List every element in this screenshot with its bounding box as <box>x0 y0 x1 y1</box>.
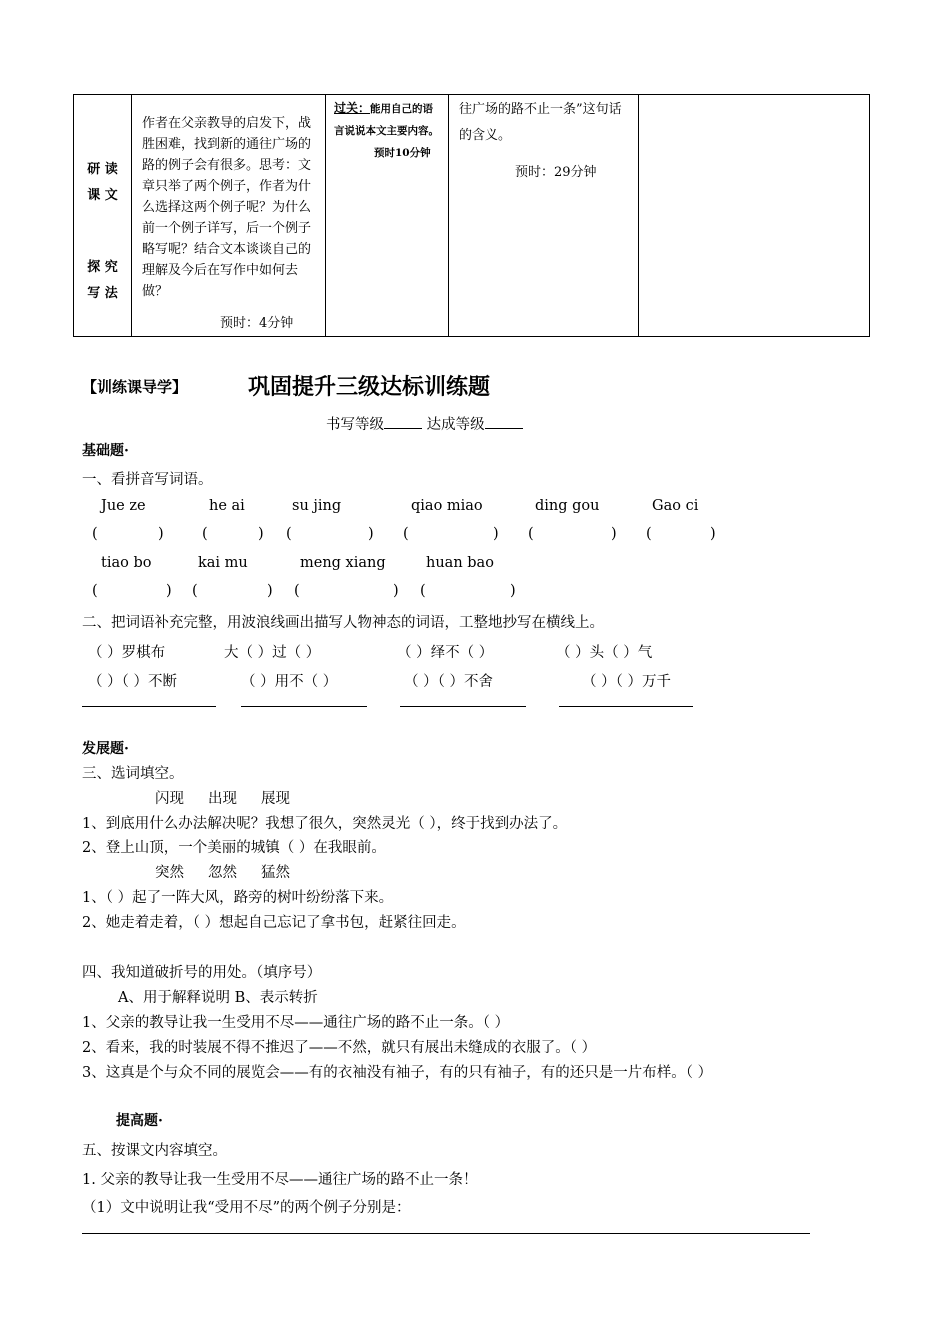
page-title: 巩固提升三级达标训练题 <box>248 374 491 400</box>
label-line: 探 究 <box>87 260 118 275</box>
label-cell <box>74 95 132 337</box>
sub-question: （1）文中说明让我“受用不尽”的两个例子分别是： <box>82 1200 411 1216</box>
pinyin-item: qiao miao <box>411 498 483 514</box>
empty-cell <box>639 95 870 337</box>
answer-line <box>82 1233 810 1234</box>
word-choices-2 <box>155 861 290 882</box>
passage-line: 1. 父亲的教导让我一生受用不尽——通往广场的路不止一条！ <box>82 1172 478 1188</box>
basic-heading: 基础题· <box>82 443 129 459</box>
question-4: 四、我知道破折号的用处。（填序号） <box>82 965 322 981</box>
word-choice: 展现 <box>261 791 290 807</box>
question-3: 三、选词填空。 <box>82 766 184 782</box>
question-cell <box>449 95 639 337</box>
sentence: 1、父亲的教导让我一生受用不尽——通往广场的路不止一条。（ ） <box>82 1015 510 1031</box>
sentence: 2、登上山顶，一个美丽的城镇（ ）在我眼前。 <box>82 840 386 856</box>
word-choice: 突然 <box>155 865 184 881</box>
grade-write-label: 书写等级 <box>326 417 384 433</box>
pinyin-item: tiao bo <box>101 555 152 571</box>
answer-line <box>82 706 216 707</box>
pinyin-item: Gao ci <box>652 498 699 514</box>
pinyin-item: su jing <box>292 498 342 514</box>
develop-heading: 发展题· <box>82 741 129 757</box>
answer-line <box>559 706 693 707</box>
sentence: 1、（ ）起了一阵大风，路旁的树叶纷纷落下来。 <box>82 890 394 906</box>
section-tag: 【训练课导学】 <box>82 378 188 396</box>
word-choice: 忽然 <box>208 865 237 881</box>
grade-line <box>326 413 523 434</box>
question-text: 往广场的路不止一条”这句话的含义。 <box>459 102 622 143</box>
advance-heading: 提高题· <box>116 1113 163 1129</box>
pinyin-item: Jue ze <box>101 498 146 514</box>
question-2: 二、把词语补充完整，用波浪线画出描写人物神态的词语，工整地抄写在横线上。 <box>82 615 604 631</box>
pinyin-item: kai mu <box>198 555 248 571</box>
grade-achieve-label: 达成等级 <box>426 417 485 433</box>
sentence: 1、到底用什么办法解决呢？我想了很久，突然灵光（ ），终于找到办法了。 <box>82 816 568 832</box>
word-choice: 出现 <box>208 791 237 807</box>
sentence: 2、她走着走着，（ ）想起自己忘记了拿书包，赶紧往回走。 <box>82 915 466 931</box>
check-prefix: 过关： <box>334 101 371 115</box>
question-5: 五、按课文内容填空。 <box>82 1143 227 1159</box>
pinyin-item: huan bao <box>426 555 494 571</box>
idiom-blank: （ ）（ ）万千 <box>582 674 671 690</box>
pinyin-item: meng xiang <box>300 555 386 571</box>
label-line: 写 法 <box>87 286 118 301</box>
label-line: 研 读 <box>87 162 118 177</box>
check-time: 预时10分钟 <box>374 147 431 159</box>
pinyin-item: he ai <box>209 498 245 514</box>
idiom-blank: （ ）头（ ）气 <box>556 645 653 661</box>
label-line: 课 文 <box>87 188 118 203</box>
idiom-blank: （ ）罗棋布 <box>88 645 166 661</box>
guide-time: 预时：4分钟 <box>220 316 294 331</box>
check-text: 能用自己的语言说说本文主要内容。 <box>334 103 439 137</box>
question-time: 预时：29分钟 <box>515 165 597 180</box>
idiom-blank: （ ）（ ）不断 <box>88 674 177 690</box>
check-cell <box>326 95 449 337</box>
word-choice: 闪现 <box>155 791 184 807</box>
pinyin-item: ding gou <box>535 498 600 514</box>
options: A、用于解释说明 B、表示转折 <box>118 990 318 1006</box>
idiom-blank: （ ）用不（ ） <box>241 674 338 690</box>
lesson-table <box>73 94 870 337</box>
word-choices-1 <box>155 787 290 808</box>
answer-line <box>400 706 526 707</box>
guide-text: 作者在父亲教导的启发下，战胜困难，找到新的通往广场的路的例子会有很多。思考：文章只举了两个例子，作者为什么选择这两个例子呢？为什么前一个例子详写，后一个例子略写呢？结合文本谈谈自己的理解及今后在写作中如何去做？ <box>142 116 312 299</box>
word-choice: 猛然 <box>261 865 290 881</box>
idiom-blank: （ ）绎不（ ） <box>397 645 494 661</box>
idiom-blank: 大（ ）过（ ） <box>224 645 321 661</box>
answer-line <box>241 706 367 707</box>
sentence: 3、这真是个与众不同的展览会——有的衣袖没有袖子，有的只有袖子，有的还只是一片布样。（ ） <box>82 1065 713 1081</box>
idiom-blank: （ ）（ ）不舍 <box>404 674 493 690</box>
sentence: 2、看来，我的时装展不得不推迟了——不然，就只有展出未缝成的衣服了。（ ） <box>82 1040 597 1056</box>
question-1: 一、看拼音写词语。 <box>82 472 213 488</box>
guide-cell <box>132 95 326 337</box>
